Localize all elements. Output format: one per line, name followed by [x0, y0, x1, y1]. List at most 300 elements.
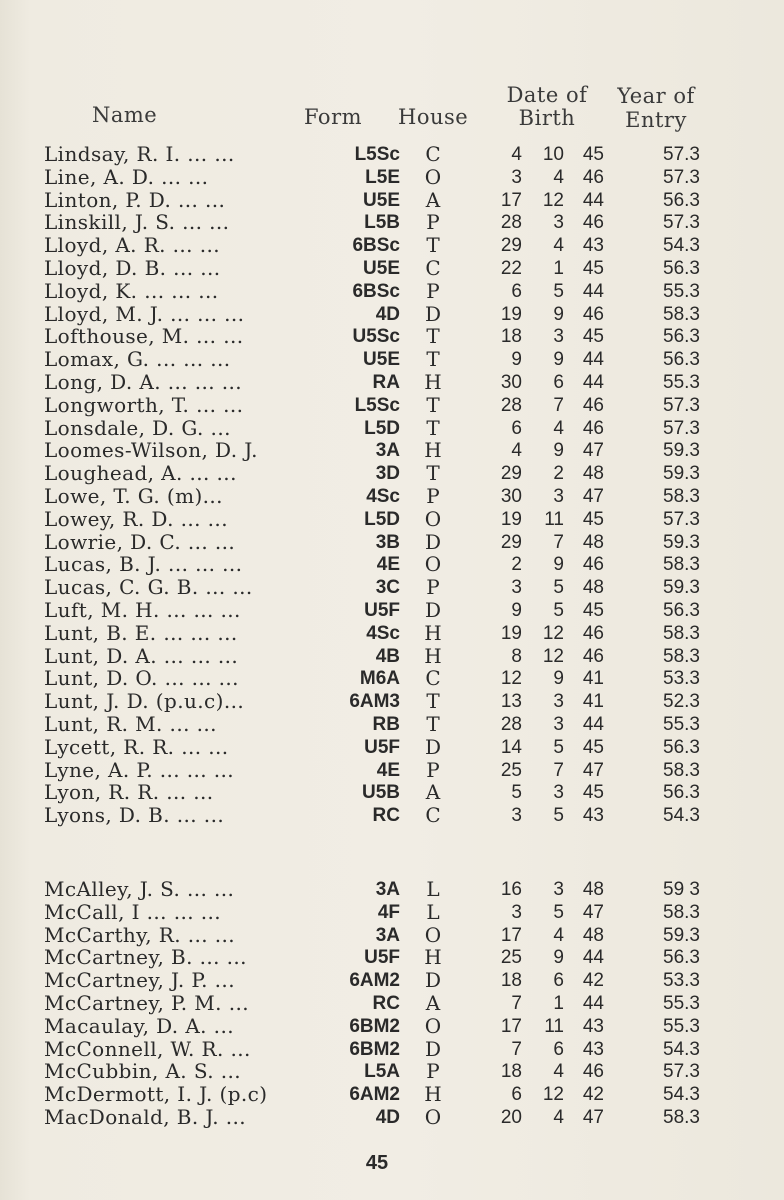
birth-year: 43	[582, 805, 604, 827]
birth-month: 6	[553, 372, 564, 393]
birth-month: 1	[553, 258, 564, 279]
list-row	[0, 690, 784, 713]
year-of-entry: 56.3	[663, 326, 700, 348]
birth-day: 28	[500, 394, 522, 416]
house-letter: D	[424, 529, 442, 554]
year-of-entry: 54.3	[663, 805, 700, 827]
birth-month: 3	[553, 486, 564, 507]
house-letter: H	[424, 945, 442, 970]
birth-year: 46	[582, 645, 604, 667]
list-row	[0, 439, 784, 462]
birth-month: 2	[553, 463, 564, 485]
student-name: Line, A. D. ... ...	[44, 164, 209, 189]
list-row	[0, 303, 784, 326]
student-name: Lucas, B. J. ... ... ...	[44, 552, 243, 577]
birth-day: 19	[500, 508, 522, 530]
birth-day: 6	[511, 1084, 522, 1106]
birth-year: 46	[582, 212, 604, 234]
year-of-entry: 53.3	[663, 970, 700, 992]
form-class: U5F	[364, 600, 400, 621]
student-name: Lyne, A. P. ... ... ...	[44, 757, 235, 782]
list-row	[0, 531, 784, 554]
header-year-of-entry-line2: Entry	[625, 108, 687, 132]
form-class: 4Sc	[366, 622, 400, 644]
birth-day: 6	[511, 417, 522, 439]
birth-day: 22	[500, 258, 522, 279]
birth-day: 13	[500, 691, 522, 713]
birth-year: 44	[582, 349, 604, 371]
form-class: U5F	[364, 947, 400, 969]
birth-year: 42	[582, 970, 604, 992]
header-form: Form	[304, 105, 363, 129]
student-name: McCubbin, A. S. ...	[44, 1059, 241, 1084]
birth-month: 9	[553, 440, 564, 462]
birth-day: 18	[500, 326, 522, 348]
birth-day: 5	[511, 782, 522, 804]
house-letter: P	[426, 575, 440, 600]
year-of-entry: 59.3	[663, 577, 700, 599]
list-row	[0, 325, 784, 348]
birth-day: 3	[511, 901, 522, 923]
birth-year: 48	[582, 531, 604, 553]
house-letter: T	[426, 233, 440, 258]
year-of-entry: 55.3	[663, 993, 700, 1014]
header-house: House	[398, 105, 469, 129]
student-name: Lowey, R. D. ... ...	[44, 506, 228, 531]
student-name: Lucas, C. G. B. ... ...	[44, 575, 253, 600]
form-class: 4D	[375, 303, 400, 325]
student-name: Lloyd, K. ... ... ...	[44, 278, 219, 303]
student-name: Lindsay, R. I. ... ...	[44, 142, 235, 166]
birth-month: 3	[553, 714, 564, 735]
house-letter: H	[424, 438, 442, 463]
house-letter: O	[424, 1105, 442, 1129]
birth-day: 18	[500, 970, 522, 992]
form-class: L5Sc	[354, 144, 400, 165]
year-of-entry: 56.3	[663, 782, 700, 804]
birth-day: 7	[511, 993, 522, 1014]
birth-day: 18	[500, 1061, 522, 1083]
form-class: L5D	[364, 417, 400, 439]
form-class: M6A	[359, 668, 400, 690]
list-row	[0, 394, 784, 417]
birth-year: 47	[582, 486, 604, 507]
birth-day: 2	[511, 554, 522, 576]
student-name: McDermott, I. J. (p.c)	[44, 1082, 268, 1107]
student-name: Loomes-Wilson, D. J.	[44, 438, 258, 463]
birth-day: 3	[511, 577, 522, 599]
birth-day: 29	[500, 235, 522, 257]
birth-year: 45	[582, 258, 604, 279]
birth-year: 45	[582, 736, 604, 758]
student-name: McConnell, W. R. ...	[44, 1036, 251, 1061]
birth-year: 45	[582, 600, 604, 621]
form-class: L5B	[364, 212, 400, 234]
year-of-entry: 59 3	[663, 879, 700, 900]
birth-year: 41	[582, 691, 604, 713]
form-class: U5E	[363, 189, 400, 211]
form-class: 4B	[375, 645, 400, 667]
form-class: 4E	[376, 554, 400, 576]
form-class: 6BSc	[352, 280, 400, 302]
list-row	[0, 1038, 784, 1061]
birth-year: 43	[582, 1038, 604, 1060]
house-letter: L	[426, 877, 440, 901]
birth-day: 4	[511, 144, 522, 165]
year-of-entry: 55.3	[663, 1015, 700, 1037]
student-name: Loughead, A. ... ...	[44, 461, 237, 486]
form-class: L5D	[364, 508, 400, 530]
student-name: McAlley, J. S. ... ...	[44, 877, 235, 901]
student-name: Lunt, B. E. ... ... ...	[44, 620, 238, 645]
birth-month: 1	[553, 993, 564, 1014]
year-of-entry: 59.3	[663, 531, 700, 553]
house-letter: P	[426, 484, 440, 508]
student-name: Longworth, T. ... ...	[44, 392, 244, 417]
student-name: Lunt, J. D. (p.u.c)...	[44, 689, 245, 714]
house-letter: T	[426, 392, 440, 417]
birth-year: 46	[582, 417, 604, 439]
list-row	[0, 924, 784, 947]
birth-month: 9	[553, 303, 564, 325]
birth-day: 17	[500, 189, 522, 211]
birth-day: 28	[500, 714, 522, 735]
year-of-entry: 52.3	[663, 691, 700, 713]
form-class: 6BM2	[349, 1015, 400, 1037]
student-name: McCartney, J. P. ...	[44, 968, 235, 993]
house-letter: D	[424, 301, 442, 326]
form-class: U5F	[364, 736, 400, 758]
student-name: Luft, M. H. ... ... ...	[44, 598, 241, 622]
birth-day: 12	[500, 668, 522, 690]
birth-year: 41	[582, 668, 604, 690]
year-of-entry: 57.3	[663, 508, 700, 530]
birth-year: 48	[582, 924, 604, 946]
birth-year: 45	[582, 144, 604, 165]
list-row	[0, 667, 784, 690]
year-of-entry: 57.3	[663, 1061, 700, 1083]
year-of-entry: 58.3	[663, 901, 700, 923]
birth-year: 48	[582, 463, 604, 485]
list-row	[0, 371, 784, 394]
form-class: 4D	[375, 1107, 400, 1128]
list-row	[0, 992, 784, 1015]
list-row	[0, 969, 784, 992]
list-row	[0, 599, 784, 622]
student-name: Lowrie, D. C. ... ...	[44, 529, 236, 554]
birth-year: 44	[582, 372, 604, 393]
form-class: 3A	[375, 924, 400, 946]
student-name: Linskill, J. S. ... ...	[44, 210, 230, 235]
student-name: McCarthy, R. ... ...	[44, 922, 236, 947]
student-name: Lunt, R. M. ... ...	[44, 712, 217, 736]
birth-month: 4	[553, 924, 564, 946]
house-letter: D	[424, 598, 442, 622]
form-class: 6BM2	[349, 1038, 400, 1060]
birth-month: 3	[553, 326, 564, 348]
birth-month: 7	[553, 394, 564, 416]
list-row	[0, 1060, 784, 1083]
year-of-entry: 56.3	[663, 258, 700, 279]
birth-day: 8	[511, 645, 522, 667]
list-row	[0, 713, 784, 736]
house-letter: O	[424, 922, 442, 947]
birth-day: 6	[511, 280, 522, 302]
year-of-entry: 56.3	[663, 600, 700, 621]
year-of-entry: 55.3	[663, 714, 700, 735]
house-letter: C	[425, 803, 441, 828]
list-row	[0, 508, 784, 531]
birth-day: 20	[500, 1107, 522, 1128]
form-class: RC	[372, 993, 400, 1014]
list-row	[0, 553, 784, 576]
year-of-entry: 58.3	[663, 554, 700, 576]
year-of-entry: 55.3	[663, 280, 700, 302]
house-letter: O	[424, 506, 442, 531]
house-letter: A	[425, 780, 441, 805]
birth-month: 12	[542, 622, 564, 644]
birth-day: 25	[500, 759, 522, 781]
student-name: Lloyd, A. R. ... ...	[44, 233, 220, 258]
birth-year: 43	[582, 1015, 604, 1037]
form-class: RC	[372, 805, 400, 827]
house-letter: C	[425, 142, 441, 166]
house-letter: D	[424, 734, 442, 759]
list-row	[0, 946, 784, 969]
house-letter: C	[425, 666, 441, 691]
house-letter: D	[424, 1036, 442, 1061]
year-of-entry: 59.3	[663, 924, 700, 946]
list-row	[0, 1106, 784, 1129]
birth-year: 46	[582, 1061, 604, 1083]
header-year-of-entry-line1: Year of	[617, 84, 695, 108]
student-name: Lloyd, D. B. ... ...	[44, 256, 221, 280]
form-class: 3A	[375, 879, 400, 900]
birth-year: 48	[582, 577, 604, 599]
house-letter: T	[426, 324, 440, 349]
year-of-entry: 57.3	[663, 212, 700, 234]
student-name: Lyons, D. B. ... ...	[44, 803, 225, 828]
header-date-of-birth-line2: Birth	[518, 106, 576, 130]
birth-month: 3	[553, 782, 564, 804]
year-of-entry: 54.3	[663, 1038, 700, 1060]
year-of-entry: 58.3	[663, 759, 700, 781]
year-of-entry: 56.3	[663, 189, 700, 211]
list-row	[0, 485, 784, 508]
list-row	[0, 901, 784, 924]
student-name: Lunt, D. A. ... ... ...	[44, 643, 239, 668]
birth-year: 47	[582, 759, 604, 781]
student-name: Lofthouse, M. ... ...	[44, 324, 244, 349]
birth-month: 5	[553, 805, 564, 827]
house-letter: O	[424, 164, 442, 189]
birth-day: 16	[500, 879, 522, 900]
birth-month: 4	[553, 417, 564, 439]
header-name: Name	[92, 103, 158, 127]
year-of-entry: 58.3	[663, 645, 700, 667]
list-row	[0, 1083, 784, 1106]
student-name: McCartney, P. M. ...	[44, 991, 249, 1015]
year-of-entry: 53.3	[663, 668, 700, 690]
birth-year: 46	[582, 394, 604, 416]
birth-month: 5	[553, 280, 564, 302]
year-of-entry: 57.3	[663, 144, 700, 165]
form-class: 6AM2	[349, 970, 400, 992]
student-name: Lloyd, M. J. ... ... ...	[44, 301, 245, 326]
house-letter: T	[426, 415, 440, 440]
birth-month: 9	[553, 554, 564, 576]
form-class: L5A	[364, 1061, 400, 1083]
house-letter: P	[426, 757, 440, 782]
year-of-entry: 56.3	[663, 736, 700, 758]
student-name: Lyon, R. R. ... ...	[44, 780, 214, 805]
list-row	[0, 143, 784, 166]
form-class: U5E	[363, 258, 400, 279]
student-name: Linton, P. D. ... ...	[44, 187, 226, 212]
birth-month: 5	[553, 736, 564, 758]
birth-day: 25	[500, 947, 522, 969]
house-letter: P	[426, 278, 440, 303]
birth-day: 19	[500, 622, 522, 644]
year-of-entry: 59.3	[663, 440, 700, 462]
birth-month: 5	[553, 901, 564, 923]
list-row	[0, 417, 784, 440]
birth-year: 46	[582, 622, 604, 644]
birth-year: 45	[582, 326, 604, 348]
house-letter: D	[424, 968, 442, 993]
list-row	[0, 348, 784, 371]
year-of-entry: 58.3	[663, 303, 700, 325]
form-class: RA	[372, 372, 400, 393]
birth-year: 48	[582, 879, 604, 900]
birth-day: 9	[511, 349, 522, 371]
form-class: 6AM3	[349, 691, 400, 713]
birth-month: 4	[553, 1061, 564, 1083]
birth-day: 7	[511, 1038, 522, 1060]
house-letter: T	[426, 689, 440, 714]
birth-year: 42	[582, 1084, 604, 1106]
birth-year: 47	[582, 440, 604, 462]
list-row	[0, 280, 784, 303]
house-letter: C	[425, 256, 441, 280]
birth-year: 46	[582, 303, 604, 325]
house-letter: T	[426, 712, 440, 736]
form-class: 6BSc	[352, 235, 400, 257]
birth-month: 11	[544, 1015, 564, 1037]
house-letter: H	[424, 643, 442, 668]
birth-month: 5	[553, 577, 564, 599]
year-of-entry: 57.3	[663, 394, 700, 416]
birth-day: 9	[511, 600, 522, 621]
form-class: U5Sc	[352, 326, 400, 348]
student-name: Lonsdale, D. G. ...	[44, 415, 231, 440]
birth-month: 7	[553, 531, 564, 553]
year-of-entry: 56.3	[663, 349, 700, 371]
form-class: 3B	[375, 531, 400, 553]
birth-year: 43	[582, 235, 604, 257]
birth-year: 46	[582, 166, 604, 188]
list-row	[0, 462, 784, 485]
form-class: 3D	[375, 463, 400, 485]
list-row	[0, 781, 784, 804]
birth-month: 12	[542, 1084, 564, 1106]
birth-month: 4	[553, 166, 564, 188]
birth-month: 3	[553, 879, 564, 900]
list-row	[0, 878, 784, 901]
form-class: 4E	[376, 759, 400, 781]
birth-year: 44	[582, 714, 604, 735]
list-row	[0, 736, 784, 759]
birth-month: 6	[553, 1038, 564, 1060]
birth-year: 45	[582, 782, 604, 804]
student-name: Long, D. A. ... ... ...	[44, 370, 243, 394]
birth-year: 45	[582, 508, 604, 530]
student-name: Macaulay, D. A. ...	[44, 1013, 234, 1038]
birth-month: 11	[544, 508, 564, 530]
page-number: 45	[365, 1152, 389, 1174]
birth-month: 3	[553, 212, 564, 234]
student-name: Lowe, T. G. (m)...	[44, 484, 223, 508]
house-letter: L	[426, 899, 440, 924]
year-of-entry: 58.3	[663, 1107, 700, 1128]
year-of-entry: 56.3	[663, 947, 700, 969]
year-of-entry: 58.3	[663, 486, 700, 507]
list-row	[0, 257, 784, 280]
birth-month: 12	[542, 645, 564, 667]
list-row	[0, 645, 784, 668]
form-class: U5B	[361, 782, 400, 804]
house-letter: P	[426, 1059, 440, 1084]
birth-day: 30	[500, 372, 522, 393]
form-class: U5E	[363, 349, 400, 371]
student-name: McCall, I ... ... ...	[44, 899, 222, 924]
birth-month: 10	[542, 144, 564, 165]
form-class: RB	[372, 714, 400, 735]
birth-day: 28	[500, 212, 522, 234]
birth-day: 4	[511, 440, 522, 462]
birth-day: 29	[500, 531, 522, 553]
list-row	[0, 576, 784, 599]
year-of-entry: 57.3	[663, 417, 700, 439]
form-class: L5E	[365, 166, 400, 188]
house-letter: H	[424, 620, 442, 645]
year-of-entry: 57.3	[663, 166, 700, 188]
birth-month: 9	[553, 947, 564, 969]
form-class: 4F	[377, 901, 400, 923]
birth-year: 44	[582, 280, 604, 302]
list-row	[0, 759, 784, 782]
list-row	[0, 804, 784, 827]
birth-year: 44	[582, 189, 604, 211]
year-of-entry: 59.3	[663, 463, 700, 485]
student-name: MacDonald, B. J. ...	[44, 1105, 247, 1129]
header-date-of-birth-line1: Date of	[506, 83, 588, 107]
birth-month: 3	[553, 691, 564, 713]
birth-day: 17	[500, 1015, 522, 1037]
birth-year: 46	[582, 554, 604, 576]
birth-month: 4	[553, 235, 564, 257]
house-letter: H	[424, 370, 442, 394]
birth-month: 9	[553, 668, 564, 690]
form-class: 3C	[375, 577, 400, 599]
list-row	[0, 622, 784, 645]
birth-day: 14	[500, 736, 522, 758]
birth-year: 44	[582, 947, 604, 969]
house-letter: H	[424, 1082, 442, 1107]
year-of-entry: 54.3	[663, 235, 700, 257]
house-letter: T	[426, 461, 440, 486]
year-of-entry: 54.3	[663, 1084, 700, 1106]
